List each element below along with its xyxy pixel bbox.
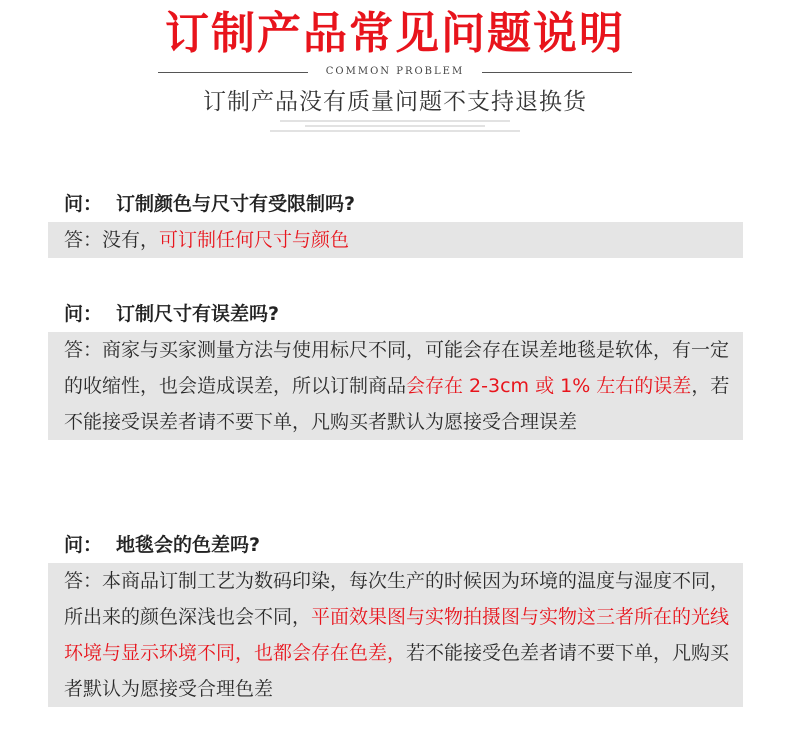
question-prefix: 问：	[64, 193, 103, 215]
answer-text-tail: 若不能接受色差者请不要下单，凡购买者默认为愿接受合理色差	[64, 642, 730, 700]
qa-item-color-difference	[48, 527, 743, 707]
answer-highlight: 可订制任何尺寸与颜色	[159, 229, 350, 251]
question-text: 地毯会的色差吗?	[116, 534, 261, 556]
answer	[48, 222, 743, 258]
question-prefix: 问：	[64, 534, 103, 556]
answer-text: 答：没有，	[64, 229, 160, 251]
question	[48, 296, 743, 332]
answer-text-tail: ，若不能接受误差者请不要下单，凡购买者默认为愿接受合理误差	[64, 375, 730, 433]
subtitle-row	[158, 64, 632, 80]
tagline: 订制产品没有质量问题不支持退换货	[203, 89, 587, 115]
subtitle-divider-left	[158, 72, 308, 73]
question-text: 订制尺寸有误差吗?	[116, 303, 280, 325]
answer-highlight: 会存在 2-3cm 或 1% 左右的误差	[406, 375, 692, 397]
answer-text: 答：本商品订制工艺为数码印染，每次生产的时候因为环境的温度与湿度不同，所出来的颜色深浅也会不同，	[64, 570, 730, 628]
subtitle-text: COMMON PROBLEM	[325, 66, 465, 77]
answer-highlight: 平面效果图与实物拍摄图与实物这三者所在的光线环境与显示环境不同，也都会存在色差，	[64, 606, 730, 664]
answer	[48, 563, 743, 707]
question	[48, 527, 743, 563]
qa-item-color-size	[48, 186, 743, 258]
question	[48, 186, 743, 222]
page-title: 订制产品常见问题说明	[165, 8, 625, 59]
fineprint-decoration	[255, 120, 535, 134]
question-prefix: 问：	[64, 303, 103, 325]
subtitle-divider-right	[482, 72, 632, 73]
qa-item-size-error	[48, 296, 743, 440]
answer	[48, 332, 743, 440]
answer-text: 答：商家与买家测量方法与使用标尺不同，可能会存在误差地毯是软体，有一定的收缩性，也会造成误差，所以订制商品	[64, 339, 730, 397]
question-text: 订制颜色与尺寸有受限制吗?	[116, 193, 356, 215]
